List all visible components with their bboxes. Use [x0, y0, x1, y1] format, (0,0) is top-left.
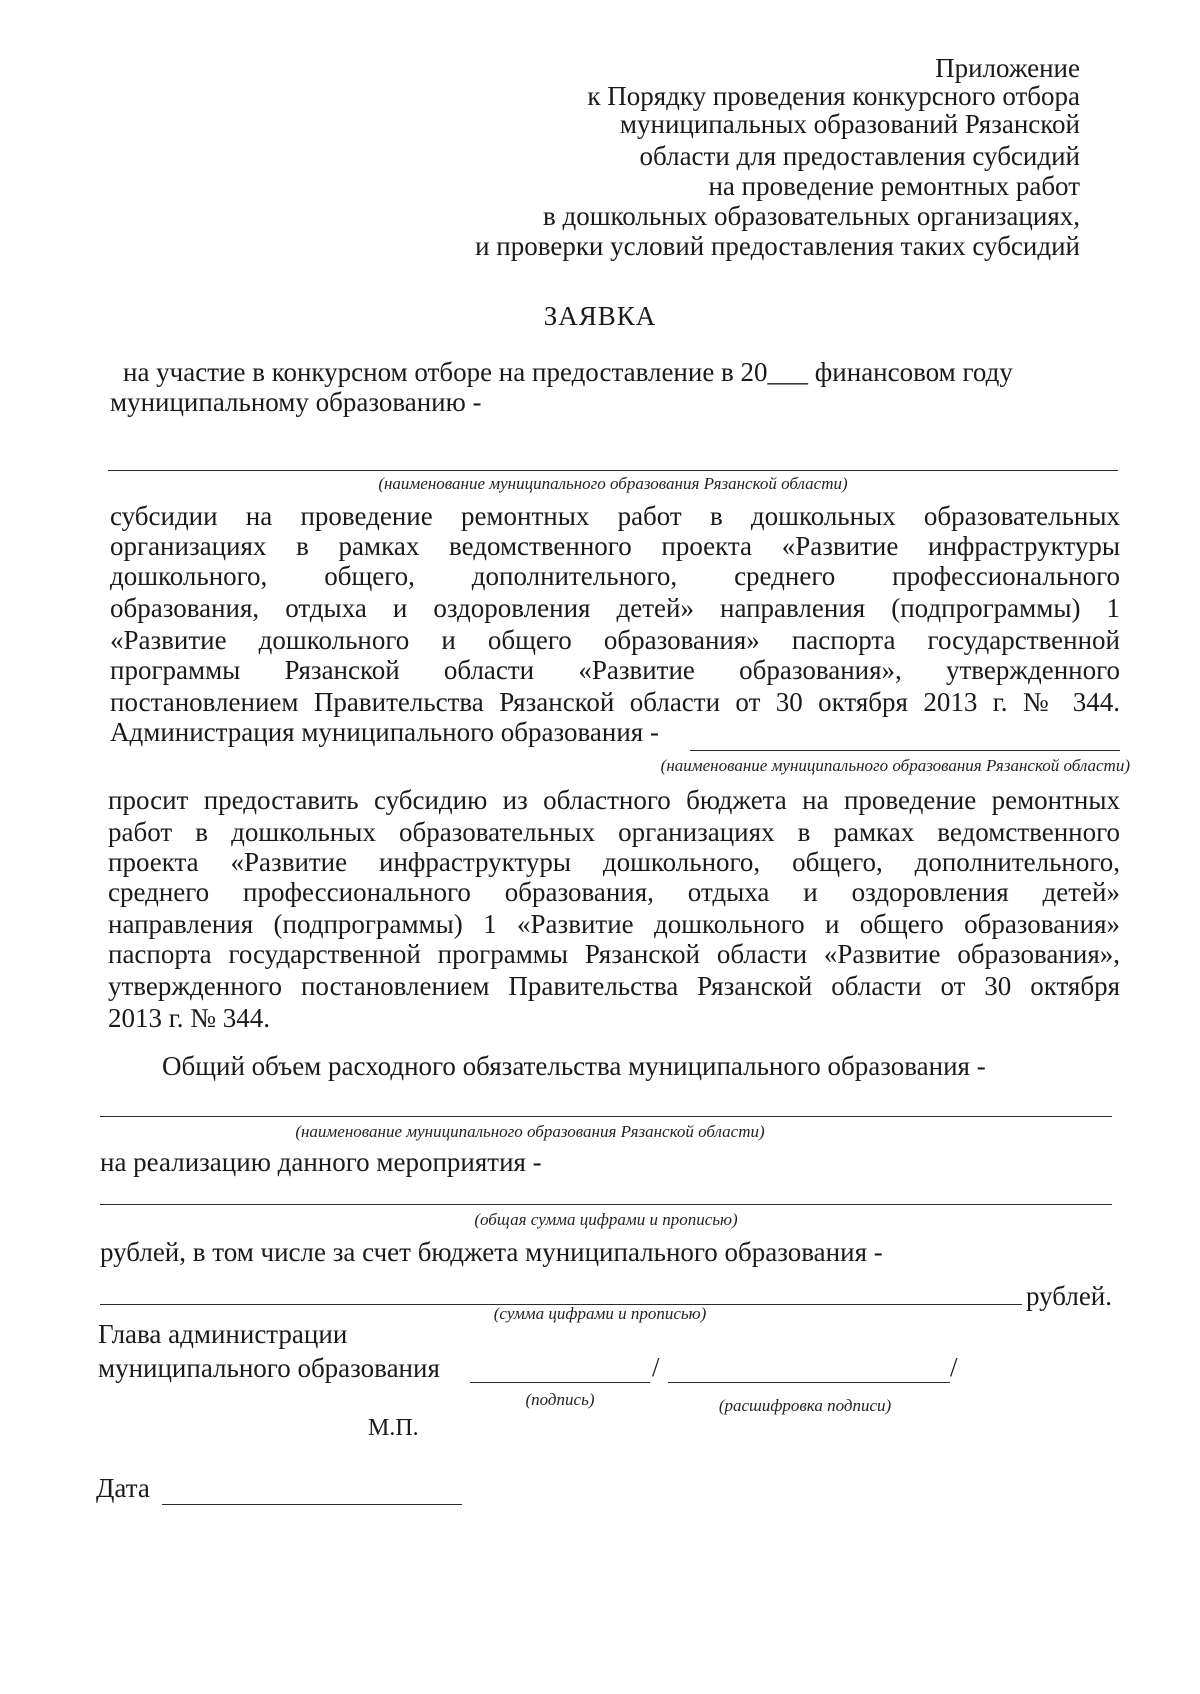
rubles-line: рублей, в том числе за счет бюджета муниципального образования -: [100, 1237, 883, 1267]
paragraph-line: паспорта государственной программы Рязанской области «Развитие образования»,: [108, 939, 1120, 969]
hint-mo-name-2: (наименование муниципального образования Рязанской области): [660, 756, 1130, 775]
appendix-line: области для предоставления субсидий: [639, 141, 1080, 171]
total-obligation-line: Общий объем расходного обязательства муниципального образования -: [162, 1051, 986, 1081]
intro-line-1: на участие в конкурсном отборе на предоставление в 20___ финансовом году: [123, 357, 1013, 387]
total-sum-field[interactable]: [100, 1204, 1112, 1205]
hint-mo-name-3: (наименование муниципального образования Рязанской области): [295, 1122, 765, 1141]
date-label: Дата: [96, 1473, 150, 1503]
appendix-line: к Порядку проведения конкурсного отбора: [587, 81, 1080, 111]
mo-name-field-2[interactable]: [690, 750, 1120, 751]
appendix-line: в дошкольных образовательных организациях,: [542, 201, 1080, 231]
signature-decoding-field[interactable]: [668, 1382, 950, 1383]
signature-field[interactable]: [470, 1382, 650, 1383]
hint-signature-decoding: (расшифровка подписи): [718, 1396, 892, 1415]
paragraph-line: утвержденного постановлением Правительства Рязанской области от 30 октября: [108, 971, 1120, 1001]
paragraph-line: направления (подпрограммы) 1 «Развитие дошкольного и общего образования»: [108, 909, 1120, 939]
date-field[interactable]: [162, 1504, 462, 1505]
head-title-line-1: Глава администрации: [98, 1319, 348, 1349]
mo-name-field-1[interactable]: [108, 470, 1118, 471]
document-title: ЗАЯВКА: [543, 301, 657, 331]
appendix-line: и проверки условий предоставления таких субсидий: [475, 231, 1080, 261]
admin-line: Администрация муниципального образования -: [110, 717, 659, 747]
paragraph-line: субсидии на проведение ремонтных работ в дошкольных образовательных: [110, 501, 1120, 531]
implementation-line: на реализацию данного мероприятия -: [100, 1147, 542, 1177]
hint-mo-name-1: (наименование муниципального образования Рязанской области): [378, 474, 848, 493]
hint-total-sum: (общая сумма цифрами и прописью): [474, 1210, 738, 1229]
stamp-place: М.П.: [368, 1415, 419, 1441]
hint-sum: (сумма цифрами и прописью): [493, 1304, 707, 1323]
paragraph-line: постановлением Правительства Рязанской области от 30 октября 2013 г. № 344.: [110, 687, 1120, 717]
rubles-end: рублей.: [1026, 1281, 1113, 1311]
paragraph-line: проекта «Развитие инфраструктуры дошкольного, общего, дополнительного,: [108, 847, 1120, 877]
paragraph-line: образования, отдыха и оздоровления детей» направления (подпрограммы) 1: [110, 593, 1120, 623]
paragraph-line: 2013 г. № 344.: [108, 1003, 271, 1033]
paragraph-line: программы Рязанской области «Развитие образования», утвержденного: [110, 655, 1120, 685]
paragraph-line: дошкольного, общего, дополнительного, среднего профессионального: [110, 561, 1120, 591]
mo-name-field-3[interactable]: [100, 1116, 1112, 1117]
paragraph-line: организациях в рамках ведомственного проекта «Развитие инфраструктуры: [110, 531, 1120, 561]
slash-separator: /: [950, 1352, 958, 1382]
appendix-line: на проведение ремонтных работ: [708, 171, 1080, 201]
paragraph-line: работ в дошкольных образовательных организациях в рамках ведомственного: [108, 817, 1120, 847]
paragraph-line: среднего профессионального образования, отдыха и оздоровления детей»: [108, 877, 1120, 907]
hint-signature: (подпись): [525, 1390, 595, 1409]
paragraph-line: просит предоставить субсидию из областного бюджета на проведение ремонтных: [108, 785, 1120, 815]
intro-line-2: муниципальному образованию -: [110, 387, 482, 417]
slash-separator: /: [652, 1352, 660, 1382]
head-title-line-2: муниципального образования: [98, 1353, 440, 1383]
paragraph-line: «Развитие дошкольного и общего образования» паспорта государственной: [110, 625, 1120, 655]
appendix-line: муниципальных образований Рязанской: [619, 109, 1080, 139]
appendix-line: Приложение: [935, 53, 1080, 83]
